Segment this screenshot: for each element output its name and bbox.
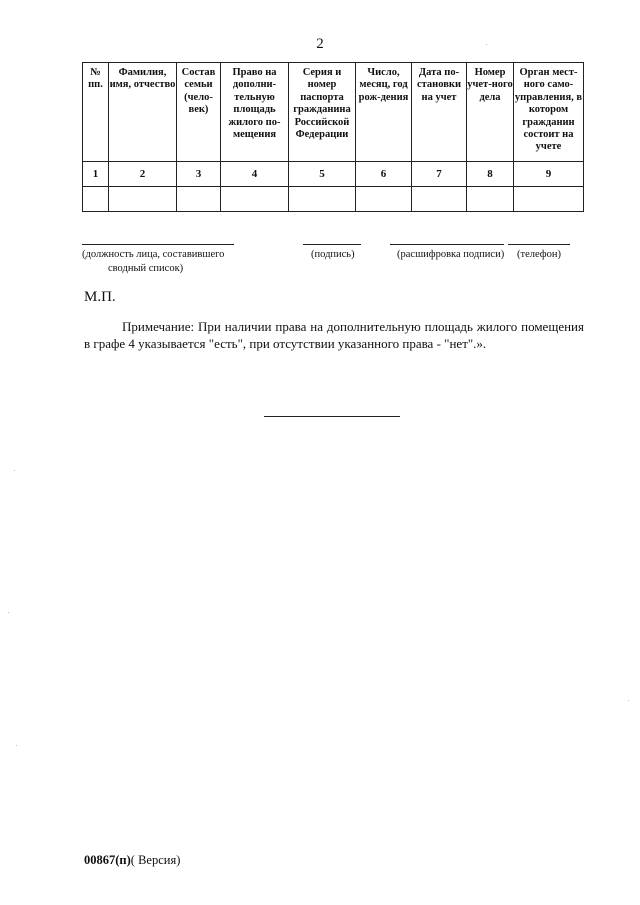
column-number: 2 [109, 162, 177, 187]
table-cell-empty [467, 187, 514, 212]
column-number: 3 [177, 162, 221, 187]
column-number: 1 [83, 162, 109, 187]
table-cell-empty [412, 187, 467, 212]
table-cell-empty [356, 187, 412, 212]
header-cell-family-size: Состав семьи (чело-век) [177, 63, 221, 162]
position-signature-line [82, 244, 234, 245]
scan-speck [628, 700, 629, 701]
scan-speck [16, 745, 17, 746]
table-cell-empty [109, 187, 177, 212]
scan-speck [486, 44, 487, 45]
column-number: 7 [412, 162, 467, 187]
stamp-place: М.П. [84, 289, 116, 305]
phone-caption: (телефон) [517, 249, 561, 260]
table-cell-empty [83, 187, 109, 212]
header-cell-local-authority: Орган мест-ного само-управления, в котором гражданин состоит на учете [514, 63, 584, 162]
position-caption-line1: (должность лица, составившего [82, 249, 225, 260]
footer-code [84, 853, 180, 868]
column-number: 4 [221, 162, 289, 187]
header-cell-birthdate: Число, месяц, год рож-дения [356, 63, 412, 162]
header-cell-registration-date: Дата по-становки на учет [412, 63, 467, 162]
header-cell-number: № пп. [83, 63, 109, 162]
signature-line [303, 244, 361, 245]
scan-speck [8, 612, 9, 613]
document-code: 00867(п) [84, 853, 131, 867]
column-number: 6 [356, 162, 412, 187]
header-cell-case-number: Номер учет-ного дела [467, 63, 514, 162]
scan-speck [14, 470, 15, 471]
header-cell-passport: Серия и номер паспорта гражданина Российской Федерации [289, 63, 356, 162]
table-cell-empty [289, 187, 356, 212]
version-label: ( Версия) [130, 853, 181, 867]
note-paragraph: Примечание: При наличии права на дополнительную площадь жилого помещения в графе 4 указывается "есть", при отсутствии указанного права - "нет".». [84, 319, 584, 352]
column-number: 5 [289, 162, 356, 187]
registry-table [82, 62, 584, 212]
table-row-empty [83, 187, 584, 212]
column-number: 8 [467, 162, 514, 187]
column-number-row [83, 162, 584, 187]
page-number: 2 [316, 36, 324, 52]
position-caption-line2: сводный список) [108, 262, 184, 274]
phone-signature-line [508, 244, 570, 245]
end-separator-line [264, 416, 400, 417]
table-cell-empty [221, 187, 289, 212]
table-header-row [83, 63, 584, 162]
decryption-signature-line [390, 244, 504, 245]
header-cell-fullname: Фамилия, имя, отчество [109, 63, 177, 162]
header-cell-extra-area-right: Право на дополни-тельную площадь жилого по-мещения [221, 63, 289, 162]
table-cell-empty [177, 187, 221, 212]
decryption-caption: (расшифровка подписи) [397, 249, 505, 260]
signature-caption: (подпись) [311, 249, 355, 260]
table-cell-empty [514, 187, 584, 212]
position-caption [82, 248, 242, 275]
column-number: 9 [514, 162, 584, 187]
